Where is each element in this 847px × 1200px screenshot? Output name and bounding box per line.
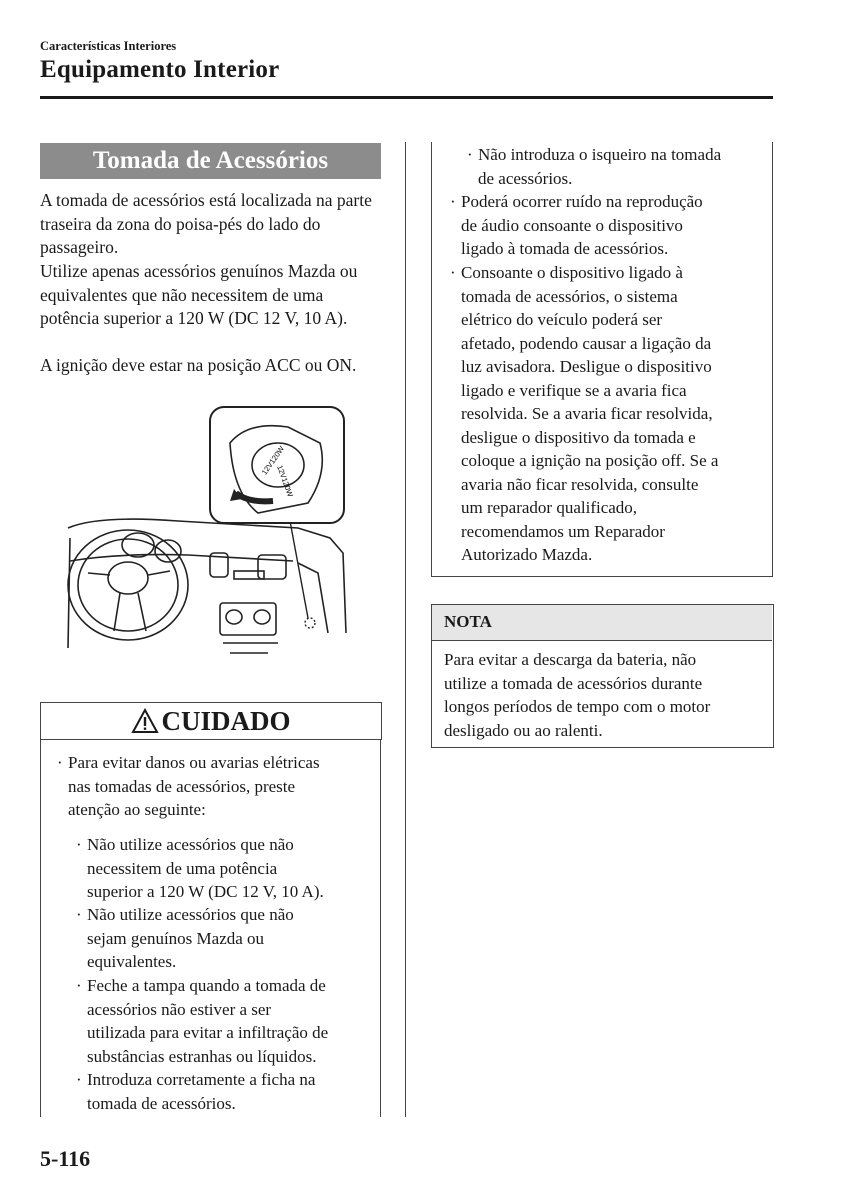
caution-line: resolvida. Se a avaria ficar resolvida, bbox=[461, 404, 713, 423]
caution-line: Não introduza o isqueiro na tomada bbox=[478, 145, 722, 164]
caution-line: Não utilize acessórios que não bbox=[87, 835, 294, 854]
note-title: NOTA bbox=[444, 612, 492, 631]
caution-line: afetado, podendo causar a ligação da bbox=[461, 333, 712, 353]
caution-line: atenção ao seguinte: bbox=[68, 800, 206, 819]
caution-sub-item: · Não utilize acessórios que não sejam genuínos Mazda ou equivalentes. bbox=[87, 903, 294, 974]
caution-line: ligado à tomada de acessórios. bbox=[461, 239, 669, 258]
dashboard-drawing bbox=[68, 519, 346, 653]
intro-paragraph-accessories: Utilize apenas acessórios genuínos Mazda ou equivalentes que não necessitem de uma potência superior a 120 W (DC 12 V, 10 A). bbox=[40, 261, 358, 328]
note-line: longos períodos de tempo com o motor bbox=[444, 697, 711, 716]
socket-label-2: 12V120W bbox=[275, 463, 295, 498]
caution-item: · Consoante o dispositivo ligado à tomada de acessórios, o sistema elétrico do veículo poderá ser afetado, podendo causar a ligação da luz avisadora. Desligue o dispositivo ligado e verifique se a avaria fica resolvida. Se a avaria ficar resolvida, desligue o dispositivo da tomada e coloque a ignição na posição off. Se a avaria não ficar resolvida, consulte um reparador qualificado, recomendamos um Reparador Autorizado Mazda. bbox=[461, 261, 718, 567]
caution-item: · Para evitar danos ou avarias elétricas nas tomadas de acessórios, preste atenção ao seguinte: bbox=[68, 751, 320, 822]
section-heading-text: Tomada de Acessórios bbox=[92, 147, 329, 174]
caution-line: sejam genuínos Mazda ou bbox=[87, 928, 265, 948]
socket-label-1: 12V120W bbox=[259, 444, 287, 477]
caution-line: nas tomadas de acessórios, preste bbox=[68, 776, 296, 796]
caution-line: luz avisadora. Desligue o dispositivo bbox=[461, 357, 712, 376]
caution-line: substâncias estranhas ou líquidos. bbox=[87, 1046, 317, 1066]
caution-line: avaria não ficar resolvida, consulte bbox=[461, 474, 699, 494]
caution-line: necessitem de uma potência bbox=[87, 858, 278, 878]
caution-border-left bbox=[40, 739, 41, 1117]
caution-sub-item: · Feche a tampa quando a tomada de acessórios não estiver a ser utilizada para evitar a infiltração de substâncias estranhas ou líquidos. bbox=[87, 974, 328, 1068]
caution-line: equivalentes. bbox=[87, 952, 177, 971]
caution-line: tomada de acessórios, o sistema bbox=[461, 286, 678, 306]
caution-line: acessórios não estiver a ser bbox=[87, 999, 272, 1019]
header-rule bbox=[40, 96, 773, 99]
caution-line: Consoante o dispositivo ligado à bbox=[461, 263, 683, 282]
socket-closeup bbox=[230, 426, 322, 513]
intro-paragraph-location: A tomada de acessórios está localizada na parte traseira da zona do poisa-pés do lado do passageiro. bbox=[40, 190, 372, 257]
caution-line: Não utilize acessórios que não bbox=[87, 905, 294, 924]
page-number: 5-116 bbox=[40, 1146, 91, 1171]
section-heading bbox=[40, 143, 381, 179]
accessory-socket-illustration bbox=[58, 403, 358, 663]
caution-continued-border-right bbox=[772, 142, 773, 576]
caution-line: Feche a tampa quando a tomada de bbox=[87, 976, 326, 995]
caution-header bbox=[40, 702, 382, 740]
caution-line: tomada de acessórios. bbox=[87, 1093, 236, 1113]
caution-border-right bbox=[380, 739, 381, 1117]
note-line: utilize a tomada de acessórios durante bbox=[444, 673, 703, 693]
caution-line: um reparador qualificado, bbox=[461, 498, 638, 517]
caution-line: de áudio consoante o dispositivo bbox=[461, 215, 683, 235]
note-line: desligado ou ao ralenti. bbox=[444, 720, 603, 740]
caution-line: elétrico do veículo poderá ser bbox=[461, 310, 663, 329]
caution-sub-item: · Não utilize acessórios que não necessitem de uma potência superior a 120 W (DC 12 V, 10 A). bbox=[87, 833, 324, 904]
caution-line: coloque a ignição na posição off. Se a bbox=[461, 451, 719, 470]
caution-line: desligue o dispositivo da tomada e bbox=[461, 427, 696, 447]
caution-line: utilizada para evitar a infiltração de bbox=[87, 1023, 329, 1042]
caution-continued-border-bottom bbox=[431, 576, 773, 577]
column-divider bbox=[405, 142, 406, 1117]
intro-paragraph-ignition: A ignição deve estar na posição ACC ou ON. bbox=[40, 355, 357, 375]
caution-sub-item: · Não introduza o isqueiro na tomada de acessórios. bbox=[478, 143, 721, 190]
caution-line: recomendamos um Reparador bbox=[461, 521, 665, 541]
caution-item: · Poderá ocorrer ruído na reprodução de áudio consoante o dispositivo ligado à tomada de acessórios. bbox=[461, 190, 703, 261]
caution-line: de acessórios. bbox=[478, 168, 573, 188]
caution-title: CUIDADO bbox=[161, 705, 291, 736]
warning-triangle-icon bbox=[131, 708, 159, 734]
caution-line: Introduza corretamente a ficha na bbox=[87, 1070, 316, 1089]
caution-line: Autorizado Mazda. bbox=[461, 545, 593, 564]
caution-line: ligado e verifique se a avaria fica bbox=[461, 380, 687, 400]
caution-sub-item: · Introduza corretamente a ficha na tomada de acessórios. bbox=[87, 1068, 315, 1115]
page-title: Equipamento Interior bbox=[40, 56, 280, 83]
note-line: Para evitar a descarga da bateria, não bbox=[444, 650, 697, 669]
socket-location-marker bbox=[305, 618, 315, 628]
caution-continued-border-left bbox=[431, 142, 432, 576]
caution-line: superior a 120 W (DC 12 V, 10 A). bbox=[87, 882, 324, 901]
note-text bbox=[444, 648, 764, 742]
breadcrumb: Características Interiores bbox=[40, 39, 177, 53]
callout-line bbox=[290, 521, 308, 618]
caution-line: Poderá ocorrer ruído na reprodução bbox=[461, 192, 703, 211]
caution-line: Para evitar danos ou avarias elétricas bbox=[68, 753, 320, 772]
